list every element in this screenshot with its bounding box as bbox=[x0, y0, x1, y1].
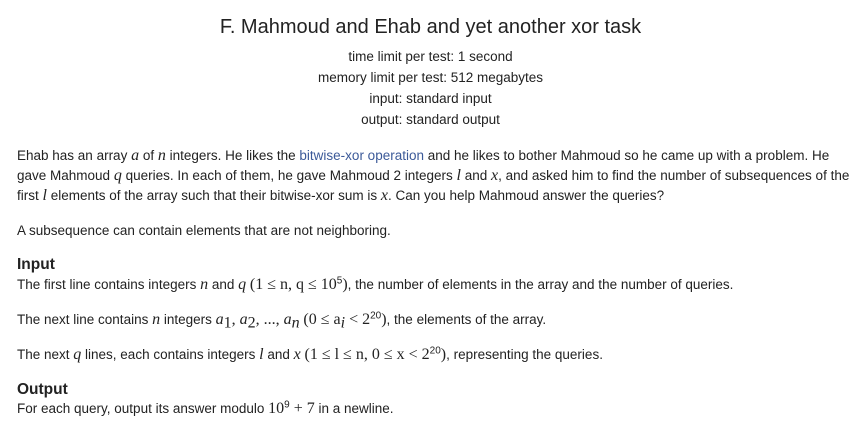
math-var: a bbox=[131, 147, 140, 164]
math-var: q bbox=[238, 276, 247, 293]
problem-header bbox=[0, 0, 861, 130]
math-var: n bbox=[200, 276, 209, 293]
math-exponent: 5 bbox=[336, 275, 343, 287]
text: integers bbox=[160, 312, 216, 327]
input-line-3: The next q lines, each contains integers l and x (1 ≤ l ≤ n, $0 \le x < 2^{20}$), representing the queries. bbox=[17, 345, 603, 363]
math-exponent: 20 bbox=[370, 310, 382, 322]
text: and bbox=[460, 168, 491, 183]
text: integers. He likes the bbox=[165, 148, 300, 163]
math-var: n bbox=[157, 147, 166, 164]
text: Ehab has an array bbox=[17, 148, 132, 163]
math-var: l bbox=[456, 167, 461, 184]
math-var: q bbox=[73, 346, 82, 363]
memory-limit: memory limit per test: 512 megabytes bbox=[317, 70, 544, 85]
math-expression: + 7 bbox=[289, 400, 315, 417]
text: queries. In each of them, he gave Mahmoud 2 integers bbox=[121, 168, 457, 183]
bitwise-xor-link[interactable]: bitwise-xor operation bbox=[299, 148, 424, 163]
math-var: x bbox=[491, 167, 499, 184]
text: , representing the queries. bbox=[446, 347, 603, 362]
text: , and asked him to find the number of subsequences of the first bbox=[17, 168, 850, 203]
text: , the number of elements in the array and the number of queries. bbox=[347, 277, 734, 292]
text: and bbox=[263, 347, 294, 362]
text: The first line contains integers bbox=[17, 277, 201, 292]
text: . Can you help Mahmoud answer the queries? bbox=[387, 188, 665, 203]
statement-paragraph-1 bbox=[17, 146, 859, 206]
text: , the elements of the array. bbox=[386, 312, 547, 327]
math-expression: (1 ≤ l ≤ n, 0 ≤ x < 2 bbox=[304, 346, 430, 363]
math-var: x bbox=[380, 187, 388, 204]
problem-title: F. Mahmoud and Ehab and yet another xor task bbox=[219, 16, 642, 38]
problem-limits bbox=[0, 46, 861, 130]
math-expression: (1 ≤ n, q ≤ 10 bbox=[249, 276, 337, 293]
output-line bbox=[17, 399, 859, 419]
math-exponent: 20 bbox=[429, 345, 441, 357]
output-spec: output: standard output bbox=[361, 112, 500, 127]
math-paren: ) bbox=[342, 276, 348, 293]
input-line-1 bbox=[17, 275, 859, 295]
statement-paragraph-2: A subsequence can contain elements that are not neighboring. bbox=[17, 223, 391, 238]
math-var: n bbox=[152, 311, 161, 328]
text: elements of the array such that their bitwise-xor sum is bbox=[46, 188, 381, 203]
input-section-title: Input bbox=[17, 256, 55, 273]
input-line-2: The next line contains n integers $a_1$, $a_2$, ..., $a_n$ $(0 \le a_i < 2^{20})$, the elements of the array. bbox=[17, 310, 547, 332]
text: in a newline. bbox=[314, 401, 394, 416]
text: The next line contains bbox=[17, 312, 153, 327]
math-var: q bbox=[113, 167, 122, 184]
math-exponent: 9 bbox=[284, 399, 290, 411]
math-expression: (0 ≤ a bbox=[303, 311, 341, 328]
input-spec: input: standard input bbox=[369, 91, 492, 106]
text: For each query, output its answer modulo bbox=[17, 401, 269, 416]
text: lines, each contains integers bbox=[81, 347, 260, 362]
text: The next bbox=[17, 347, 74, 362]
math-expression: 10 bbox=[268, 400, 285, 417]
text: and bbox=[208, 277, 239, 292]
time-limit: time limit per test: 1 second bbox=[348, 49, 513, 64]
math-var: l bbox=[259, 346, 264, 363]
math-var: x bbox=[293, 346, 301, 363]
output-section-title: Output bbox=[17, 381, 68, 398]
math-var: a bbox=[215, 311, 224, 328]
math-var: l bbox=[42, 187, 47, 204]
text: and he likes to bother Mahmoud so he came up with a problem. He gave Mahmoud bbox=[17, 148, 830, 183]
text: of bbox=[139, 148, 158, 163]
